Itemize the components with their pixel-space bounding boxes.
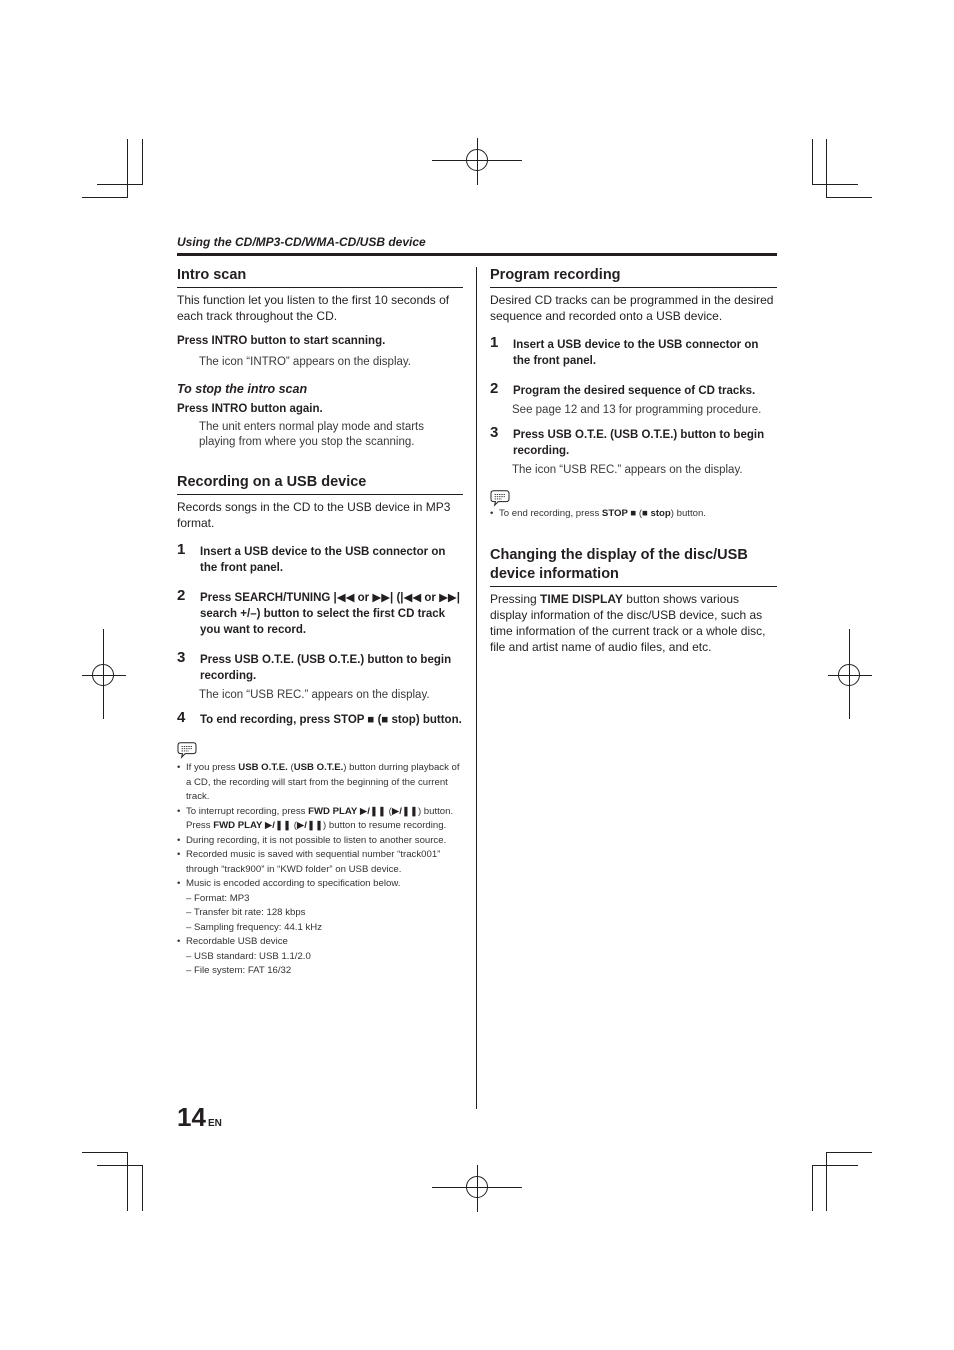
program-step-3-result: The icon “USB REC.” appears on the display. xyxy=(512,464,743,476)
crop-mark xyxy=(82,197,128,198)
crop-mark xyxy=(812,139,813,185)
stop-intro-result: The unit enters normal play mode and starts playing from where you stop the scanning. xyxy=(199,421,425,448)
crop-mark xyxy=(826,1152,827,1211)
note-sub-item: – File system: FAT 16/32 xyxy=(186,965,292,976)
left-column xyxy=(177,266,463,979)
note-item: • Music is encoded according to specification below. – Format: MP3 – Transfer bit rate: 128 kbps – Sampling frequency: 44.1 kHz xyxy=(177,877,463,935)
registration-circle xyxy=(92,664,114,686)
crop-mark xyxy=(97,184,143,185)
registration-circle xyxy=(838,664,860,686)
step-number: 3 xyxy=(490,424,499,441)
note-sub-item: – Transfer bit rate: 128 kbps xyxy=(186,907,306,918)
registration-circle xyxy=(466,1176,488,1198)
step-number: 1 xyxy=(177,541,186,558)
recording-step-3 xyxy=(177,649,463,684)
program-step-2-result: See page 12 and 13 for programming procedure. xyxy=(512,404,762,416)
crop-mark xyxy=(826,197,872,198)
note-icon xyxy=(490,489,510,507)
step-text: Press SEARCH/TUNING |◀◀ or ▶▶| (|◀◀ or ▶▶| search +/–) button to select the first CD track you want to record. xyxy=(200,592,460,636)
page-language: EN xyxy=(208,1118,222,1129)
intro-scan-description: This function let you listen to the first 10 seconds of each track throughout the CD. xyxy=(177,293,450,323)
stop-intro-action: Press INTRO button again. xyxy=(177,403,323,415)
intro-scan-heading: Intro scan xyxy=(177,266,463,288)
program-step-3 xyxy=(490,424,777,459)
program-step-1 xyxy=(490,334,777,369)
crop-mark xyxy=(812,1165,858,1166)
changing-display-heading: Changing the display of the disc/USB device information xyxy=(490,546,777,587)
crop-mark xyxy=(812,1165,813,1211)
program-notes xyxy=(490,507,777,522)
note-item: • Recorded music is saved with sequential number “track001” through “track900” in “KWD folder” on USB device. xyxy=(177,848,463,877)
step-text: Press USB O.T.E. (USB O.T.E.) button to begin recording. xyxy=(513,429,765,457)
step-number: 2 xyxy=(490,380,499,397)
step-text: Program the desired sequence of CD tracks. xyxy=(513,385,756,397)
crop-mark xyxy=(127,139,128,198)
step-number: 1 xyxy=(490,334,499,351)
crop-mark xyxy=(826,1152,872,1153)
note-icon xyxy=(177,741,197,759)
crop-mark xyxy=(142,139,143,185)
recording-usb-heading: Recording on a USB device xyxy=(177,473,463,495)
note-item: • To interrupt recording, press FWD PLAY ▶/❚❚ (▶/❚❚) button. Press FWD PLAY ▶/❚❚ (▶/❚❚) button to resume recording. xyxy=(177,805,463,834)
note-item: • If you press USB O.T.E. (USB O.T.E.) button durring playback of a CD, the recording will start from the beginning of the current track. xyxy=(177,761,463,805)
recording-step-1 xyxy=(177,541,463,576)
note-item: • Recordable USB device – USB standard: USB 1.1/2.0 – File system: FAT 16/32 xyxy=(177,935,463,979)
note-sub-item: – USB standard: USB 1.1/2.0 xyxy=(186,950,311,962)
recording-step-3-result: The icon “USB REC.” appears on the display. xyxy=(199,689,430,701)
page-number: 14 xyxy=(177,1102,206,1132)
changing-display-description: Pressing TIME DISPLAY button shows various display information of the disc/USB device, such as time information of the current track or a whole disc, file and artist name of audio files, and etc. xyxy=(490,591,766,654)
recording-notes xyxy=(177,761,463,979)
note-item: • During recording, it is not possible to listen to another source. xyxy=(177,834,463,849)
column-divider xyxy=(476,267,477,1109)
crop-mark xyxy=(826,139,827,198)
crop-mark xyxy=(142,1165,143,1211)
step-number: 4 xyxy=(177,709,186,726)
recording-usb-description: Records songs in the CD to the USB device in MP3 format. xyxy=(177,500,451,530)
program-recording-description: Desired CD tracks can be programmed in the desired sequence and recorded onto a USB device. xyxy=(490,293,774,323)
note-sub-item: – Sampling frequency: 44.1 kHz xyxy=(186,921,322,933)
crop-mark xyxy=(97,1165,143,1166)
right-column xyxy=(490,266,777,655)
recording-step-2 xyxy=(177,587,463,638)
crop-mark xyxy=(127,1152,128,1211)
step-text: Press USB O.T.E. (USB O.T.E.) button to begin recording. xyxy=(200,654,452,682)
crop-mark xyxy=(812,184,858,185)
step-text: To end recording, press STOP ■ (■ stop) button. xyxy=(200,714,462,726)
header-rule xyxy=(177,253,777,256)
step-number: 2 xyxy=(177,587,186,604)
intro-scan-result: The icon “INTRO” appears on the display. xyxy=(199,356,411,368)
stop-intro-heading: To stop the intro scan xyxy=(177,382,308,396)
note-item: • To end recording, press STOP ■ (■ stop) button. xyxy=(490,507,777,522)
note-sub-item: – Format: MP3 xyxy=(186,892,250,904)
recording-step-4 xyxy=(177,709,463,728)
intro-scan-action: Press INTRO button to start scanning. xyxy=(177,335,386,347)
crop-mark xyxy=(82,1152,128,1153)
step-text: Insert a USB device to the USB connector on the front panel. xyxy=(513,339,759,367)
program-recording-heading: Program recording xyxy=(490,266,777,288)
step-text: Insert a USB device to the USB connector on the front panel. xyxy=(200,546,446,574)
step-number: 3 xyxy=(177,649,186,666)
program-step-2 xyxy=(490,380,777,399)
section-header: Using the CD/MP3-CD/WMA-CD/USB device xyxy=(177,235,426,249)
registration-circle xyxy=(466,149,488,171)
